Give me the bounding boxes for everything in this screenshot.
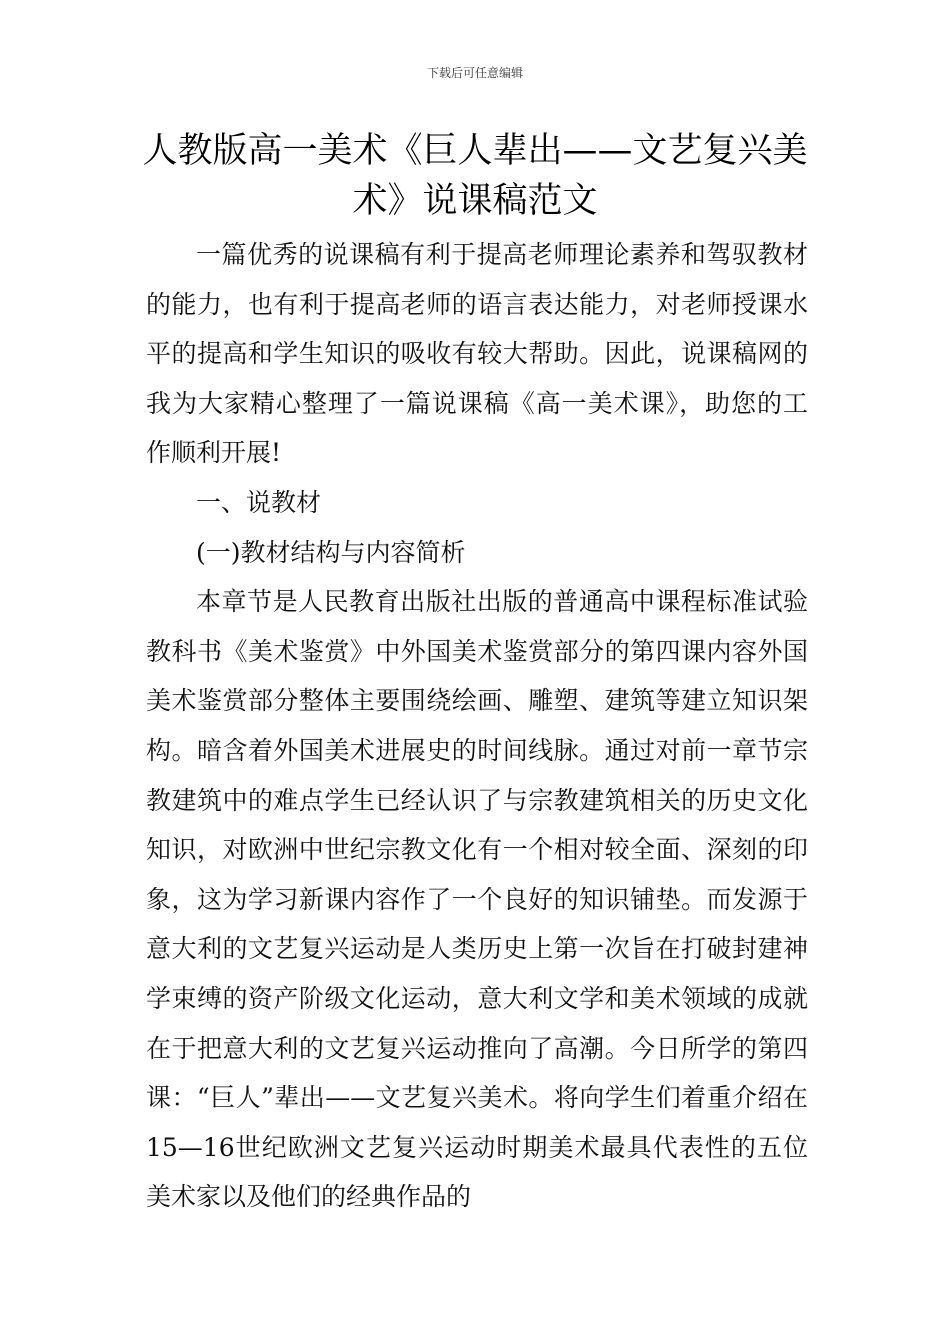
intro-paragraph: 一篇优秀的说课稿有利于提高老师理论素养和驾驭教材的能力，也有利于提高老师的语言表达能力，对老师授课水平的提高和学生知识的吸收有较大帮助。因此，说课稿网的我为大家精心整理了一篇说课稿《高一美术课》，助您的工作顺利开展! [146,240,808,468]
body-paragraph: 本章节是人民教育出版社出版的普通高中课程标准试验教科书《美术鉴赏》中外国美术鉴赏部分的第四课内容外国美术鉴赏部分整体主要围绕绘画、雕塑、建筑等建立知识架构。暗含着外国美术进展史的时间线脉。通过对前一章节宗教建筑中的难点学生已经认识了与宗教建筑相关的历史文化知识，对欧洲中世纪宗教文化有一个相对较全面、深刻的印象，这为学习新课内容作了一个良好的知识铺垫。而发源于意大利的文艺复兴运动是人类历史上第一次旨在打破封建神学束缚的资产阶级文化运动，意大利文学和美术领域的成就在于把意大利的文艺复兴运动推向了高潮。今日所学的第四课：“巨人”辈出——文艺复兴美术。将向学生们着重介绍在15—16世纪欧洲文艺复兴运动时期美术最具代表性的五位美术家以及他们的经典作品的 [146,587,808,1212]
document-title: 人教版高一美术《巨人辈出——文艺复兴美术》说课稿范文 [142,131,808,221]
page-header: 下载后可任意编辑 [426,66,523,80]
section-heading: 一、说教材 [196,487,322,517]
subsection-heading: (一)教材结构与内容简析 [196,537,466,567]
document-body [146,230,808,1222]
